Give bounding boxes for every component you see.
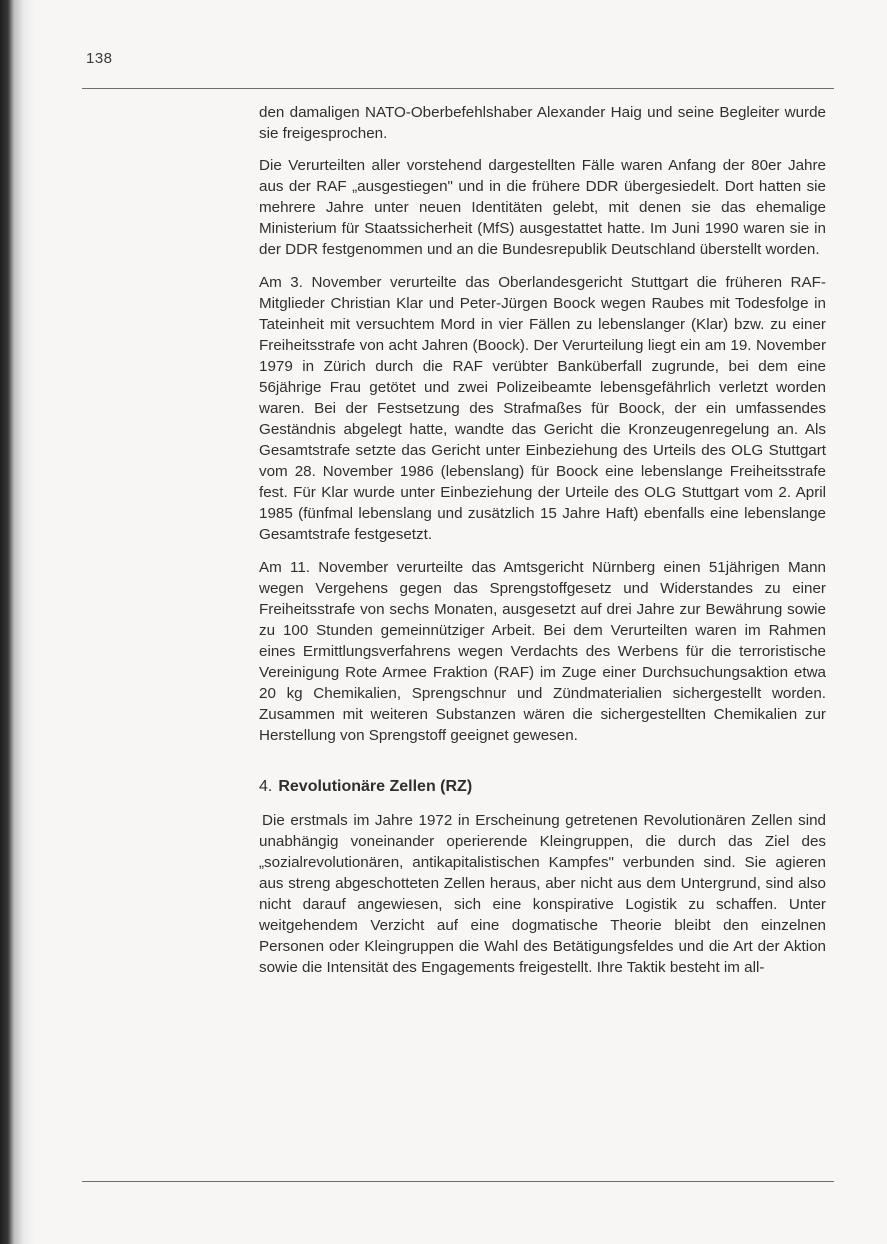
footer-rule: [82, 1181, 834, 1182]
scanned-binding-edge: [0, 0, 36, 1244]
section-title: Revolutionäre Zellen (RZ): [278, 778, 473, 795]
paragraph-intro: den damaligen NATO-Oberbefehlshaber Alexander Haig und seine Begleiter wurde sie freigesprochen.: [259, 104, 826, 142]
header-rule: [82, 88, 834, 89]
page-number: 138: [86, 50, 113, 67]
body-text-column: [259, 102, 826, 978]
paragraph-amtsgericht-nuernberg: Am 11. November verurteilte das Amtsgericht Nürnberg einen 51jährigen Mann wegen Vergehens gegen das Sprengstoffgesetz und Widerstandes zu einer Freiheitsstrafe von sechs Monaten, ausgesetzt auf drei Jahre zur Bewährung sowie zu 100 Stunden gemeinnütziger Arbeit. Bei dem Verurteilten waren im Rahmen eines Ermittlungsverfahrens wegen Verdachts des Werbens für die terroristische Vereinigung Rote Armee Fraktion (RAF) im Zuge einer Durchsuchungsaktion etwa 20 kg Chemikalien, Sprengschnur und Zündmaterialien sichergestellt worden. Zusammen mit weiteren Substanzen wären die sichergestellten Chemikalien zur Herstellung von Sprengstoff geeignet gewesen.: [259, 559, 826, 744]
paragraph-rz-description: Die erstmals im Jahre 1972 in Erscheinung getretenen Revolutionären Zellen sind unabhängig voneinander operierende Kleingruppen, die durch das Ziel des „sozialrevolutionären, antikapitalistischen Kampfes" verbunden sind. Sie agieren aus streng abgeschotteten Zellen heraus, aber nicht aus dem Untergrund, sind also nicht darauf angewiesen, sich eine konspirative Logistik zu schaffen. Unter weitgehendem Verzicht auf eine dogmatische Theorie bleibt den einzelnen Personen oder Kleingruppen die Wahl des Betätigungsfeldes und die Art der Aktion sowie die Intensität des Engagements freigestellt. Ihre Taktik besteht im all-: [259, 812, 826, 976]
section-heading: [259, 776, 826, 798]
paragraph-olg-stuttgart-verdict: Am 3. November verurteilte das Oberlandesgericht Stuttgart die früheren RAF-Mitglieder Christian Klar und Peter-Jürgen Boock wegen Raubes mit Todesfolge in Tateinheit mit versuchtem Mord in vier Fällen zu lebenslanger (Klar) bzw. zu einer Freiheitsstrafe von acht Jahren (Boock). Der Verurteilung liegt ein am 19. November 1979 in Zürich durch die RAF verübter Banküberfall zugrunde, bei dem eine 56jährige Frau getötet und zwei Polizeibeamte lebensgefährlich verletzt worden waren. Bei der Festsetzung des Strafmaßes für Boock, der ein umfassendes Geständnis abgelegt hatte, wandte das Gericht die Kronzeugenregelung an. Als Gesamtstrafe setzte das Gericht unter Einbeziehung des Urteils des OLG Stuttgart vom 28. November 1986 (lebenslang) für Boock eine lebenslange Freiheitsstrafe fest. Für Klar wurde unter Einbeziehung der Urteile des OLG Stuttgart vom 2. April 1985 (fünfmal lebenslang und zusätzlich 15 Jahre Haft) ebenfalls eine lebenslange Gesamtstrafe festgesetzt.: [259, 274, 826, 543]
section-number: 4.: [259, 778, 273, 795]
paragraph-convicted-ddr: Die Verurteilten aller vorstehend dargestellten Fälle waren Anfang der 80er Jahre aus der RAF „ausgestiegen" und in die frühere DDR übergesiedelt. Dort hatten sie mehrere Jahre unter neuen Identitäten gelebt, mit denen sie das ehemalige Ministerium für Staatssicherheit (MfS) ausgestattet hatte. Im Juni 1990 waren sie in der DDR festgenommen und an die Bundesrepublik Deutschland überstellt worden.: [259, 157, 826, 258]
